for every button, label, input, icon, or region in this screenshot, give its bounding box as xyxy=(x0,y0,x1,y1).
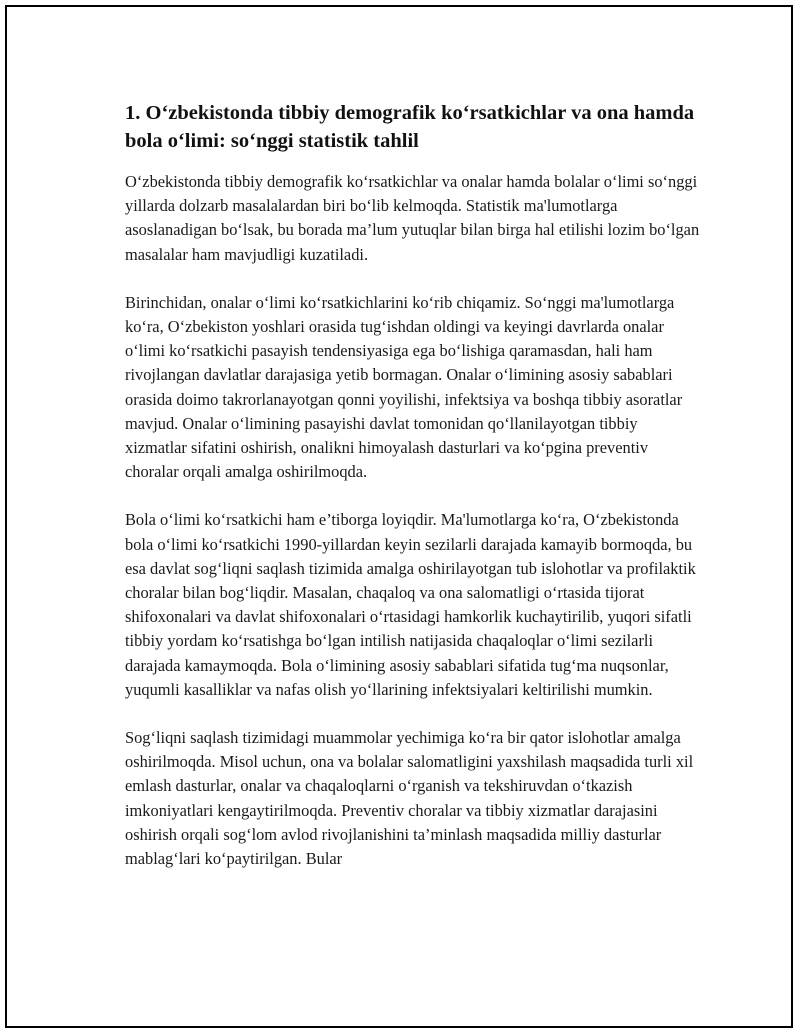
paragraph-healthcare-reforms: Sog‘liqni saqlash tizimidagi muammolar yechimiga ko‘ra bir qator islohotlar amalga oshirilmoqda. Misol uchun, ona va bolalar salomatligini yaxshilash maqsadida turli xil emlash dasturlar, onalar va chaqaloqlarni o‘rganish va tekshiruvdan o‘tkazish imkoniyatlari kengaytirilmoqda. Preventiv choralar va tibbiy xizmatlar darajasini oshirish orqali sog‘lom avlod rivojlanishini ta’minlash maqsadida milliy dasturlar mablag‘lari ko‘paytirilgan. Bular xyxy=(125,728,694,869)
document-title: 1. O‘zbekistonda tibbiy demografik ko‘rsatkichlar va ona hamda bola o‘limi: so‘nggi statistik tahlil xyxy=(125,102,695,152)
paragraph-maternal-mortality: Birinchidan, onalar o‘limi ko‘rsatkichlarini ko‘rib chiqamiz. So‘nggi ma'lumotlarga ko‘ra, O‘zbekiston yoshlari orasida tug‘ishdan oldingi va keyingi davrlarda onalar o‘limi ko‘rsatkichi pasayish tendensiyasiga ega bo‘lishiga qaramasdan, hali ham rivojlangan davlatlar darajasiga yetib bormagan. Onalar o‘limining asosiy sabablari orasida doimo takrorlanayotgan qonni yoyilishi, infektsiya va boshqa tibbiy asoratlar mavjud. Onalar o‘limining pasayishi davlat tomonidan qo‘llanilayotgan tibbiy xizmatlar sifatini oshirish, onalikni himoyalash dasturlari va ko‘pgina preventiv choralar orqali amalga oshirilmoqda. xyxy=(125,292,683,482)
document-body xyxy=(125,99,700,895)
paragraph-child-mortality: Bola o‘limi ko‘rsatkichi ham e’tiborga loyiqdir. Ma'lumotlarga ko‘ra, O‘zbekistonda bola o‘limi ko‘rsatkichi 1990-yillardan keyin sezilarli darajada kamayib bormoqda, bu esa davlat sog‘liqni saqlash tizimida amalga oshirilayotgan tub islohotlar va profilaktik choralar bilan bog‘liqdir. Masalan, chaqaloq va ona salomatligi o‘rtasida tijorat shifoxonalari va davlat shifoxonalari o‘rtasidagi hamkorlik kuchaytirilib, yuqori sifatli tibbiy yordam ko‘rsatishga bo‘lgan intilish natijasida chaqaloqlar o‘limi sezilarli darajada kamaymoqda. Bola o‘limining asosiy sabablari sifatida tug‘ma nuqsonlar, yuqumli kasalliklar va nafas olish yo‘llarining infektsiyalari keltirilishi mumkin. xyxy=(125,510,696,699)
page-frame xyxy=(5,5,793,1028)
paragraph-intro: O‘zbekistonda tibbiy demografik ko‘rsatkichlar va onalar hamda bolalar o‘limi so‘nggi yillarda dolzarb masalalardan biri bo‘lib kelmoqda. Statistik ma'lumotlarga asoslanadigan bo‘lsak, bu borada ma’lum yutuqlar bilan birga hal etilishi lozim bo‘lgan masalalar ham mavjudligi kuzatiladi. xyxy=(125,172,700,264)
